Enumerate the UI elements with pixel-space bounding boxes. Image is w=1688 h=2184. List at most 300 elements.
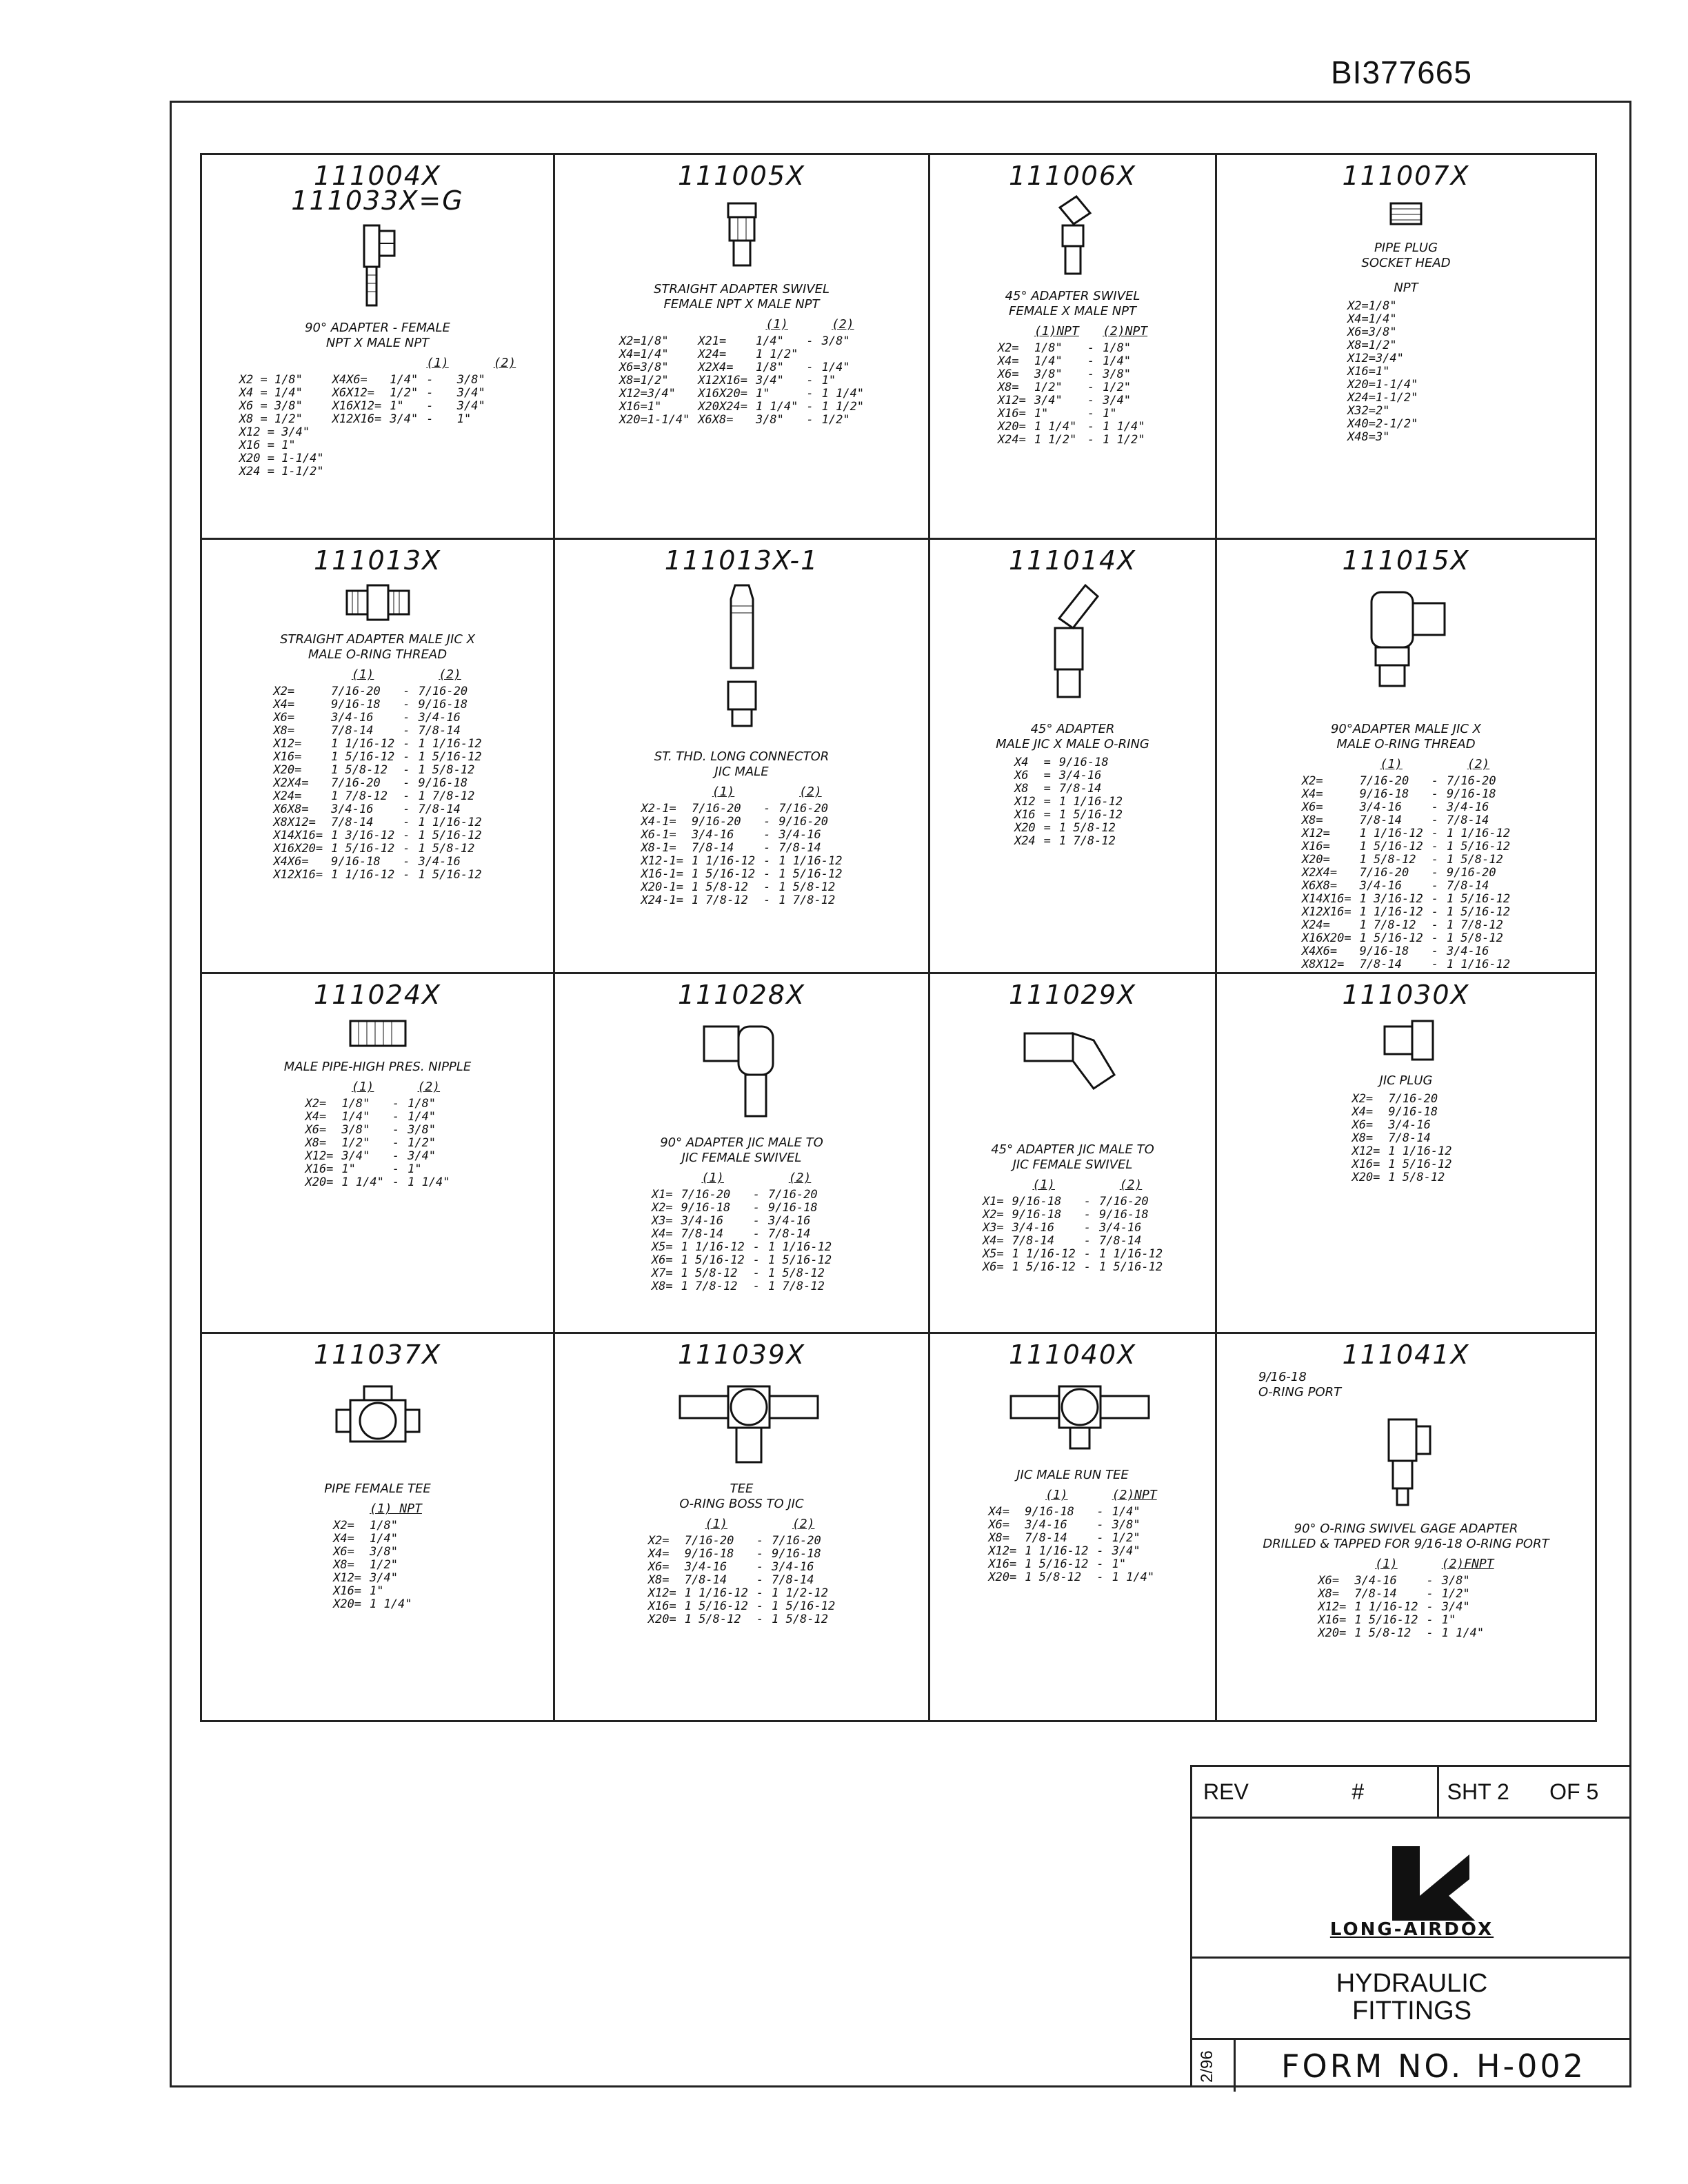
table-cell: 1/4" (1034, 354, 1063, 368)
table-cell (1456, 1132, 1465, 1145)
table-row (994, 355, 1152, 368)
column-header (615, 316, 694, 335)
size-entry: X12=3/4" (1347, 352, 1404, 365)
table-row (978, 1222, 1167, 1235)
column-header (1080, 1177, 1095, 1195)
table-cell: X6= (988, 1518, 1010, 1532)
column-header (759, 784, 774, 802)
fitting-description: ST. THD. LONG CONNECTOR JIC MALE (654, 749, 830, 779)
table-cell (453, 452, 490, 465)
table-cell: 3/8" (1112, 1518, 1141, 1532)
column-header (329, 1501, 365, 1519)
table-cell: - (1426, 1574, 1434, 1588)
table-cell: 1" (370, 1584, 384, 1598)
table-row (615, 387, 868, 401)
size-table-header (984, 1487, 1160, 1506)
table-cell: X16= (1352, 1157, 1380, 1171)
table-cell (328, 439, 386, 452)
fitting-cell-111028x (555, 974, 930, 1334)
table-cell: 1 5/16-12 (1446, 892, 1511, 906)
table-cell: 1 1/2" (1034, 433, 1077, 447)
fitting-drawing (1217, 1013, 1595, 1071)
table-cell: - (392, 1149, 400, 1163)
table-cell: X6= (1352, 1118, 1374, 1132)
table-cell: X12 (1014, 795, 1036, 809)
fitting-description: 90° ADAPTER - FEMALE NPT X MALE NPT (305, 321, 450, 350)
table-cell: 7/8-14 (418, 802, 461, 816)
table-cell: 1 5/16-12 (331, 750, 395, 764)
column-header (385, 355, 422, 374)
table-row (1314, 1614, 1498, 1627)
table-cell: 3/4-16 (772, 1560, 814, 1574)
table-cell: - (1426, 1587, 1434, 1601)
column-header (1422, 1556, 1437, 1575)
table-cell: 7/16-20 (691, 802, 741, 816)
size-list (1347, 300, 1465, 444)
table-cell: 3/4-16 (1388, 1118, 1431, 1132)
title-block (1190, 1765, 1631, 2087)
table-cell: - (1431, 918, 1438, 932)
table-row (1298, 801, 1514, 814)
table-cell: 1/8" (408, 1097, 436, 1111)
table-cell: X4= (1301, 787, 1323, 801)
table-cell: - (1083, 1195, 1091, 1209)
table-cell: - (763, 802, 771, 816)
table-cell: X24= (698, 347, 727, 361)
table-row (269, 777, 485, 790)
table-cell: X12X16= (332, 412, 382, 426)
table-cell: - (1087, 420, 1095, 434)
fitting-description: STRAIGHT ADAPTER MALE JIC X MALE O-RING THREAD (280, 632, 475, 662)
table-cell: X12= (333, 1571, 362, 1585)
table-cell: - (403, 789, 410, 803)
table-row (615, 335, 868, 348)
table-cell: 3/4" (370, 1571, 398, 1585)
column-header (644, 1516, 681, 1535)
part-number: 111015X (1342, 545, 1470, 576)
table-cell: - (763, 828, 771, 842)
fitting-drawing (930, 578, 1215, 719)
table-cell: 1 1/16-12 (418, 737, 482, 751)
table-cell: X6 = 3/8" (239, 399, 303, 413)
table-cell: 1 5/8-12 (778, 880, 836, 894)
table-cell: X16= (997, 407, 1026, 421)
size-entry: X8=1/2" (1347, 338, 1397, 352)
table-cell: 1 5/16-12 (1354, 1613, 1418, 1627)
table-cell: X12X16= (273, 868, 323, 882)
table-cell: 1 1/4" (1103, 420, 1145, 434)
table-cell: X5= (982, 1247, 1004, 1261)
table-cell: 3/4-16 (1025, 1518, 1067, 1532)
table-cell: X20= (1301, 853, 1330, 867)
table-cell: X16 = 1" (239, 438, 296, 452)
table-cell: 1/4" (1112, 1505, 1141, 1519)
table-cell: 9/16-18 (1388, 1105, 1438, 1119)
drawing-title (1192, 1959, 1631, 2040)
table-cell: 1/4" (821, 361, 850, 374)
table-cell: 7/8-14 (1025, 1531, 1067, 1545)
table-cell: X16= (305, 1162, 334, 1176)
size-table (329, 1501, 426, 1611)
table-cell: 9/16-18 (418, 776, 468, 790)
table-cell: X8= (647, 1573, 670, 1587)
table-cell: - (1426, 1613, 1434, 1627)
table-cell: X6= (997, 367, 1019, 381)
table-cell: 1/4" (341, 1110, 370, 1124)
table-cell: X6= (1301, 800, 1323, 814)
table-row (1010, 782, 1135, 796)
table-cell: - (763, 854, 771, 868)
column-header: (1) (351, 1080, 374, 1094)
table-cell (1456, 1119, 1465, 1132)
size-entry: X16=1" (1347, 365, 1390, 378)
table-row (1298, 788, 1514, 801)
size-table (301, 1079, 454, 1189)
table-row (269, 856, 485, 869)
table-cell: 7/8-14 (778, 841, 821, 855)
table-cell: 7/16-20 (331, 776, 381, 790)
table-cell: - (403, 842, 410, 856)
column-header: (1) (705, 1517, 728, 1531)
table-cell: 1 5/8-12 (418, 842, 475, 856)
table-cell: X2=1/8" (619, 334, 669, 348)
table-cell: X8-1= (641, 841, 676, 855)
size-entry: X4=1/4" (1347, 312, 1397, 326)
table-cell: - (1087, 394, 1095, 407)
table-cell: X20= (1352, 1171, 1380, 1184)
table-cell: - (752, 1227, 760, 1241)
part-number: 111041X (1342, 1339, 1470, 1370)
table-cell: 1 7/8-12 (1446, 918, 1503, 932)
table-cell: X12= (1301, 827, 1330, 840)
table-cell: - (1083, 1260, 1091, 1274)
table-cell: X2= (651, 1201, 673, 1215)
table-row (1010, 835, 1135, 848)
table-cell: - (403, 829, 410, 842)
table-row (1347, 1106, 1464, 1119)
fitting-description: 45° ADAPTER MALE JIC X MALE O-RING (996, 722, 1149, 751)
table-cell (385, 439, 422, 452)
column-header: (2)NPT (1112, 1488, 1157, 1502)
table-cell: - (392, 1097, 400, 1111)
table-cell: 1/2" (1034, 381, 1063, 394)
table-cell: X12=3/4" (619, 387, 676, 401)
fitting-drawing (555, 194, 928, 279)
table-row (329, 1585, 426, 1598)
fitting-cell-111014x (930, 540, 1217, 974)
table-row (647, 1241, 836, 1254)
table-cell: X16X20= (698, 387, 747, 401)
column-header (749, 1170, 764, 1189)
table-cell: X12= (997, 394, 1026, 407)
table-cell: X4= (651, 1227, 673, 1241)
table-cell: 7/8-14 (1359, 958, 1402, 971)
table-cell: X4X6= (1301, 944, 1338, 958)
table-cell: - (1096, 1557, 1104, 1571)
table-cell (802, 348, 817, 361)
table-cell: 3/4-16 (1359, 879, 1402, 893)
table-row (301, 1150, 454, 1163)
table-cell: X8= (651, 1280, 673, 1293)
table-cell: 9/16-18 (418, 698, 468, 711)
size-table-header (269, 667, 485, 685)
column-header (647, 1170, 677, 1189)
table-cell: - (1083, 1221, 1091, 1235)
table-row (329, 1598, 426, 1611)
table-row (301, 1098, 454, 1111)
table-cell: 1 1/16-12 (331, 868, 395, 882)
fitting-drawing (555, 1373, 928, 1479)
table-cell: 3/4-16 (418, 855, 461, 869)
table-cell: 7/8-14 (1058, 782, 1102, 796)
table-cell: 1 5/16-12 (1025, 1557, 1089, 1571)
table-cell: X16 (1014, 808, 1036, 822)
table-cell: 1 5/16-12 (1359, 931, 1423, 945)
table-cell: 1 5/8-12 (772, 1612, 828, 1626)
table-cell: = (1043, 808, 1051, 822)
table-cell: 1 5/8-12 (691, 880, 748, 894)
table-cell: - (1431, 905, 1438, 919)
table-cell: X4= (333, 1532, 354, 1546)
fitting-cell-111013x-1 (555, 540, 930, 974)
table-cell: 1 1/16-12 (331, 737, 395, 751)
table-cell: - (1087, 354, 1095, 368)
table-cell: 1/2" (408, 1136, 436, 1150)
table-row (269, 738, 485, 751)
table-cell: X16-1= (641, 867, 683, 881)
rev-value: # (1278, 1767, 1439, 1817)
table-cell: X2X4= (698, 361, 734, 374)
table-cell: - (1426, 1600, 1434, 1614)
table-row (637, 855, 847, 868)
table-cell: - (752, 1266, 760, 1280)
table-cell: 7/16-20 (418, 685, 468, 698)
table-cell: 1 1/4" (341, 1175, 384, 1189)
table-cell: 1" (1112, 1557, 1127, 1571)
fitting-description: MALE PIPE-HIGH PRES. NIPPLE (283, 1060, 472, 1074)
table-cell: 7/8-14 (691, 841, 734, 855)
table-cell (422, 452, 453, 465)
table-cell: - (1431, 892, 1438, 906)
table-cell: X4= (988, 1505, 1010, 1519)
table-row (1298, 919, 1514, 932)
fitting-description: 90° ADAPTER JIC MALE TO JIC FEMALE SWIVEL (660, 1135, 823, 1165)
table-cell: X16= (1318, 1613, 1347, 1627)
table-row (644, 1535, 839, 1548)
form-number: FORM NO. H-002 (1281, 2047, 1586, 2085)
table-cell: - (1083, 1234, 1091, 1248)
table-cell: X12= (647, 1586, 676, 1600)
table-cell: - (403, 724, 410, 738)
table-cell: 3/4-16 (1446, 944, 1489, 958)
table-cell: X12-1= (641, 854, 683, 868)
table-cell: 1 1/2-12 (772, 1586, 828, 1600)
table-cell: - (392, 1162, 400, 1176)
table-cell: X16X20= (1301, 931, 1352, 945)
table-cell: X6= (647, 1560, 670, 1574)
table-cell: - (752, 1214, 760, 1228)
table-cell: - (756, 1534, 764, 1548)
table-cell: 7/8-14 (1098, 1234, 1142, 1248)
table-cell: X8X12= (273, 816, 316, 829)
table-cell: 9/16-18 (331, 698, 381, 711)
fitting-cell-111040x (930, 1334, 1217, 1720)
column-header (388, 1079, 403, 1098)
table-cell: 1/4" (755, 334, 784, 348)
table-cell: 1 5/16-12 (767, 1253, 832, 1267)
table-cell: 3/8" (1034, 367, 1063, 381)
sheet-label: SHT 2 (1447, 1779, 1509, 1804)
title-line-1: HYDRAULIC (1336, 1969, 1488, 1998)
table-row (978, 1209, 1167, 1222)
table-cell: - (806, 374, 814, 387)
column-header: (1) (701, 1171, 724, 1185)
table-cell: 1" (390, 399, 404, 413)
table-cell: X4= (1352, 1105, 1374, 1119)
table-cell: 1 1/16-12 (1025, 1544, 1089, 1558)
table-cell: - (1431, 800, 1438, 814)
table-row (978, 1195, 1167, 1209)
table-cell: X4 (1014, 756, 1029, 769)
fitting-description: 45° ADAPTER JIC MALE TO JIC FEMALE SWIVEL (991, 1142, 1154, 1172)
table-cell: 3/4" (456, 399, 485, 413)
table-row (1298, 867, 1514, 880)
table-cell: 1/4" (390, 373, 419, 387)
table-row (637, 894, 847, 907)
table-row (615, 348, 868, 361)
column-header: (2) (439, 667, 461, 682)
table-cell: 1/8" (341, 1097, 370, 1111)
table-cell: X20= (333, 1597, 362, 1611)
table-cell (818, 348, 868, 361)
table-cell: - (403, 802, 410, 816)
table-cell: 7/8-14 (681, 1227, 724, 1241)
fitting-drawing (202, 578, 553, 629)
column-header: (2)NPT (1103, 324, 1148, 338)
part-number: 111039X (677, 1339, 806, 1370)
table-cell: - (756, 1560, 764, 1574)
column-header (328, 355, 386, 374)
table-cell: 1 5/8-12 (1354, 1626, 1411, 1640)
table-row (269, 685, 485, 698)
table-row (235, 452, 520, 465)
table-cell: - (392, 1136, 400, 1150)
table-cell: 3/4-16 (684, 1560, 727, 1574)
table-row (1298, 827, 1514, 840)
table-cell: 3/4" (1441, 1600, 1470, 1614)
table-row (1314, 1575, 1498, 1588)
table-cell: 3/8" (408, 1123, 436, 1137)
table-cell: 1" (755, 387, 770, 401)
table-cell: X12= (1318, 1600, 1347, 1614)
table-cell: 1 5/16-12 (684, 1599, 748, 1613)
table-cell: = (1043, 795, 1051, 809)
table-row (1298, 840, 1514, 853)
table-cell (1127, 769, 1135, 782)
table-cell: X14X16= (1301, 892, 1352, 906)
table-cell: - (403, 763, 410, 777)
table-cell: 7/8-14 (684, 1573, 727, 1587)
table-cell: 9/16-18 (684, 1547, 734, 1561)
size-table (984, 1487, 1160, 1584)
size-table-header (1314, 1556, 1498, 1575)
table-row (1010, 822, 1135, 835)
table-cell: X8= (997, 381, 1019, 394)
part-number: 111029X (1008, 980, 1137, 1010)
table-row (1298, 958, 1514, 971)
table-cell: - (426, 386, 434, 400)
table-cell: 1 1/2" (755, 347, 798, 361)
table-cell: X4X6= (332, 373, 368, 387)
size-entry: X32=2" (1347, 404, 1390, 418)
table-cell: - (752, 1240, 760, 1254)
table-row (301, 1124, 454, 1137)
table-cell: 3/8" (1441, 1574, 1470, 1588)
table-cell: 3/4-16 (1354, 1574, 1397, 1588)
column-header (752, 1516, 767, 1535)
table-cell: - (1083, 1247, 1091, 1261)
table-cell: X8X12= (1301, 958, 1345, 971)
table-cell (453, 465, 490, 478)
table-cell: 1 5/16-12 (1446, 840, 1511, 853)
table-row (615, 361, 868, 374)
size-table (644, 1516, 839, 1626)
table-cell: 3/4-16 (331, 711, 374, 725)
fitting-cell-111004x (202, 155, 555, 540)
table-cell: 9/16-18 (1012, 1195, 1062, 1209)
table-cell (328, 426, 386, 439)
table-cell: X20 (1014, 821, 1036, 835)
size-table-header (235, 355, 520, 374)
table-cell: X12= (305, 1149, 334, 1163)
column-header (637, 784, 687, 802)
table-cell: 1 1/16-12 (1098, 1247, 1163, 1261)
column-header (1427, 756, 1443, 775)
table-cell: - (806, 361, 814, 374)
table-cell (1456, 1171, 1465, 1184)
column-header (994, 323, 1030, 342)
size-table (978, 1177, 1167, 1274)
table-cell: 3/4-16 (778, 828, 821, 842)
table-cell (1456, 1093, 1465, 1106)
table-cell: - (806, 387, 814, 401)
fitting-cell-111024x (202, 974, 555, 1334)
table-row (984, 1532, 1160, 1545)
table-row (1314, 1588, 1498, 1601)
table-cell: X1= (982, 1195, 1004, 1209)
table-cell: 7/16-20 (767, 1188, 818, 1202)
table-cell: X3= (982, 1221, 1004, 1235)
size-table (615, 316, 868, 427)
table-cell: 3/8" (456, 373, 485, 387)
table-cell: 1 5/8-12 (684, 1612, 741, 1626)
table-row (637, 881, 847, 894)
table-cell: 9/16-18 (767, 1201, 818, 1215)
table-row (615, 374, 868, 387)
column-header (1083, 323, 1098, 342)
table-cell: X20= (273, 763, 302, 777)
table-cell: - (1431, 944, 1438, 958)
size-entry: X2=1/8" (1347, 299, 1397, 313)
table-cell: - (1431, 787, 1438, 801)
table-cell: 1 5/16-12 (1012, 1260, 1076, 1274)
table-cell: - (403, 855, 410, 869)
table-cell: - (763, 867, 771, 881)
column-header: (1) NPT (370, 1502, 422, 1516)
table-row (269, 842, 485, 856)
table-cell: 3/4" (408, 1149, 436, 1163)
column-header (1092, 1487, 1107, 1506)
